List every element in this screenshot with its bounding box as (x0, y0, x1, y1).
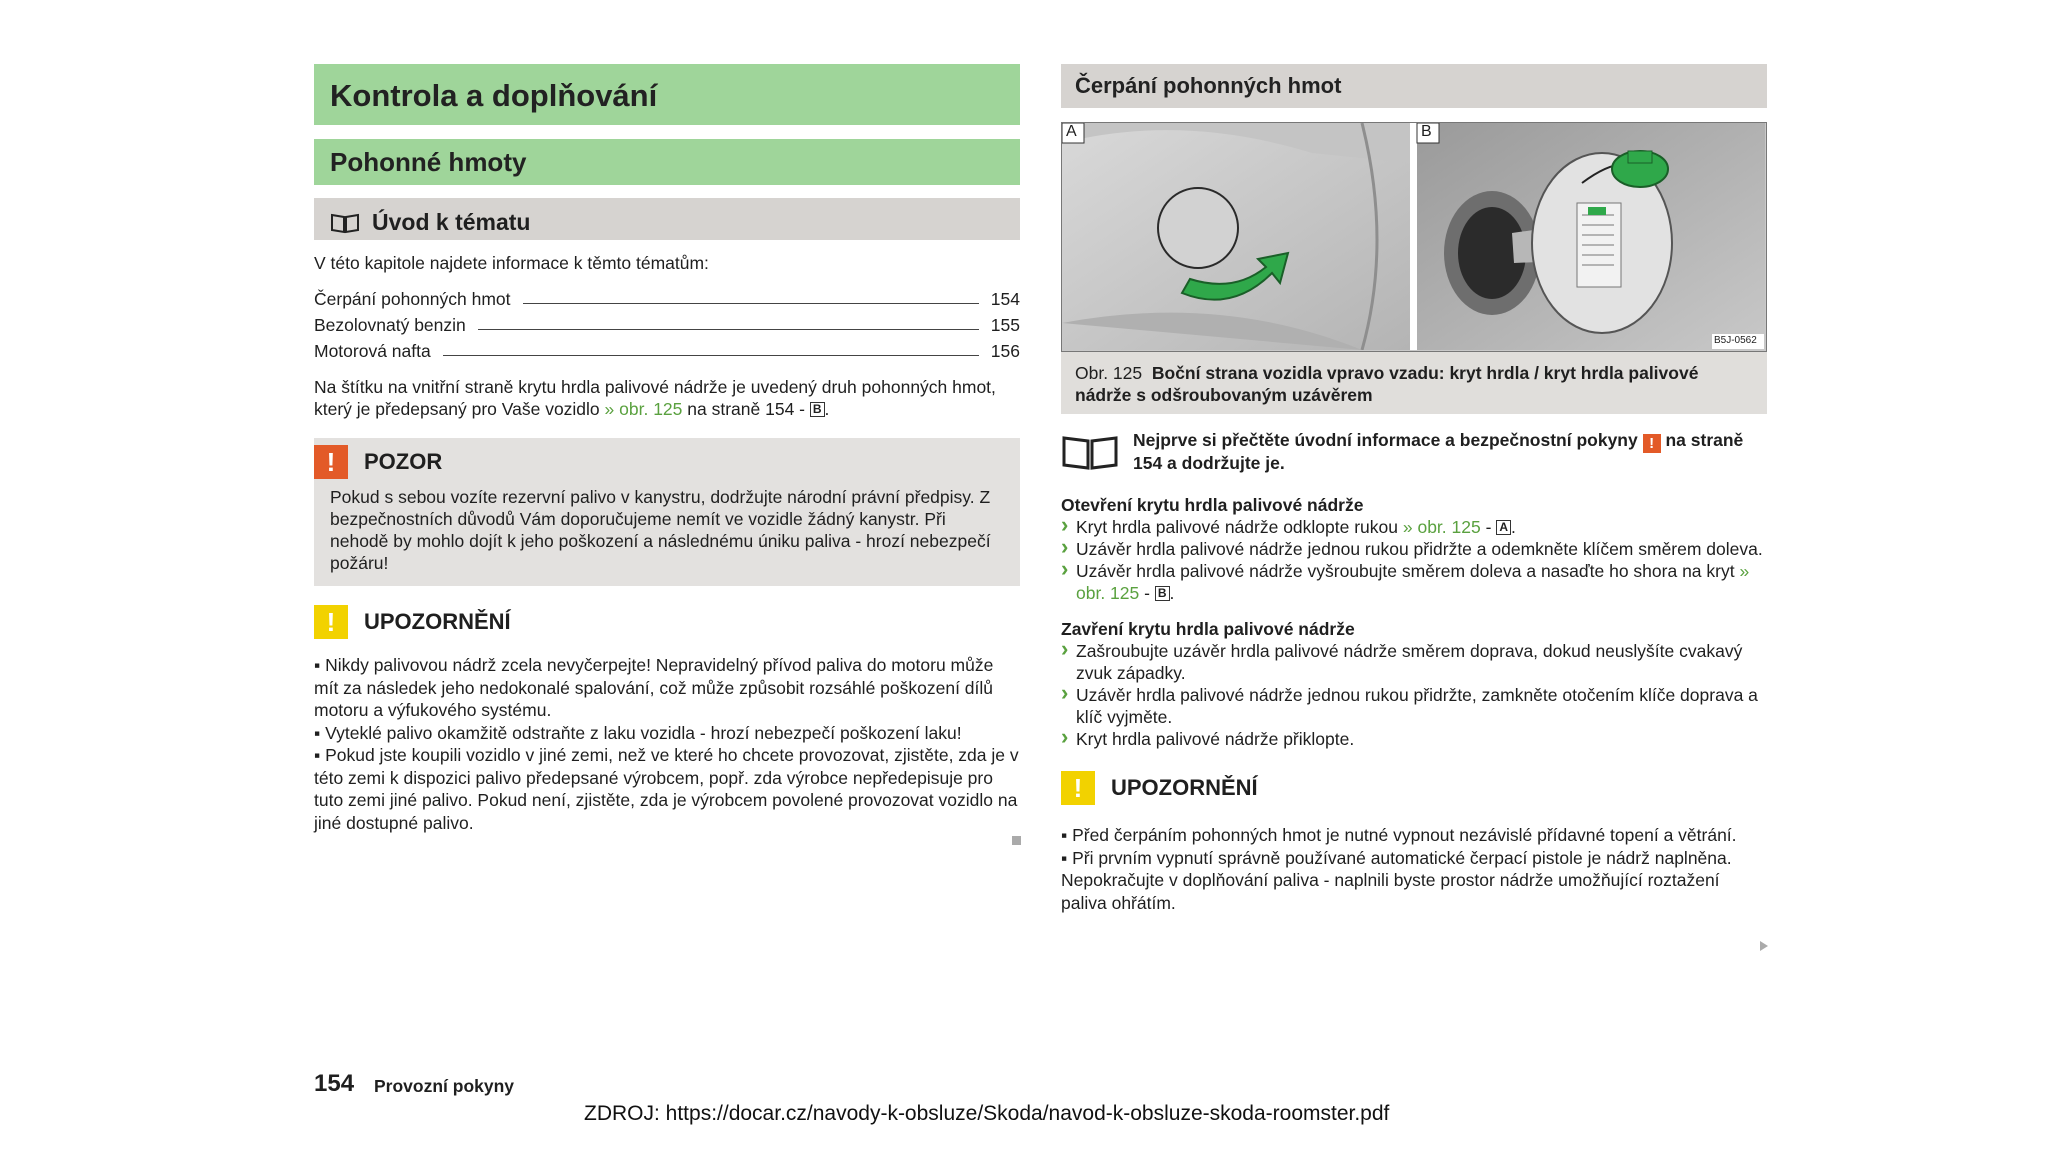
warning-icon: ! (1061, 771, 1095, 805)
caution-box (314, 438, 1020, 586)
open-step (1061, 516, 1767, 538)
figure-code: B5J-0562 (1714, 335, 1757, 346)
open-step (1061, 560, 1767, 604)
fuel-label-note (314, 376, 1020, 420)
warning-item-text: Před čerpáním pohonných hmot je nutné vypnout nezávislé přídavné topení a větrání. (1072, 825, 1737, 845)
read-first-note (1061, 430, 1767, 474)
book-icon (1061, 430, 1119, 472)
warning-item: ▪ Vyteklé palivo okamžitě odstraňte z laku vozidla - hrozí nebezpečí poškození laku! (314, 722, 962, 743)
page-number: 154 (314, 1070, 355, 1097)
intro-heading-text: Úvod k tématu (372, 209, 531, 235)
close-heading: Zavření krytu hrdla palivové nádrže (1061, 619, 1355, 639)
caution-title: POZOR (364, 449, 443, 474)
note-text: Na štítku na vnitřní straně krytu hrdla palivové nádrže je uvedený druh pohonných hmot, který je předepsaný pro Vaše vozidlo (314, 377, 996, 419)
intro-text: V této kapitole najdete informace k těmto tématům: (314, 253, 709, 273)
warning-item-text: Vyteklé palivo okamžitě odstraňte z laku vozidla - hrozí nebezpečí poškození laku! (325, 722, 962, 743)
toc-page: 156 (990, 341, 1020, 361)
warning-item: ▪ Pokud jste koupili vozidlo v jiné zemi, než ve které ho chcete provozovat, zjistěte, zda je v této zemi k dispozici palivo předepsané výrobcem, popř. zda výrobce nepředepisuje pro tuto zemi jiné palivo. Pokud není, zjistěte, zda je výrobcem povolené provozovat vozidlo na jiné dostupné palivo. (314, 745, 1019, 833)
figure-label-b: B (1421, 123, 1432, 140)
figure-tag-b: B (1155, 586, 1170, 601)
warning-icon: ! (314, 605, 348, 639)
warning-heading (314, 602, 1020, 642)
step-dash: - (1485, 517, 1492, 537)
caution-text: Pokud s sebou vozíte rezervní palivo v kanystru, dodržujte národní právní předpisy. Z bezpečnostních důvodů Vám doporučujeme nemít ve vozidle žádný kanystr. Při nehodě by mohlo dojít k jeho poškození a následnému úniku paliva - hrozí nebezpečí požáru! (330, 487, 991, 573)
exclamation-icon: ! (314, 445, 348, 479)
source-credit: ZDROJ: https://docar.cz/navody-k-obsluze/Skoda/navod-k-obsluze-skoda-roomster.pdf (584, 1102, 1390, 1125)
exclamation-icon: ! (1643, 434, 1661, 453)
warning-item: ▪ Nikdy palivovou nádrž zcela nevyčerpejte! Nepravidelný přívod paliva do motoru může mít za následek jeho nedokonalé spalování, což může způsobit rozsáhlé poškození dílů motoru a výfukového systému. (314, 655, 994, 720)
open-heading: Otevření krytu hrdla palivové nádrže (1061, 495, 1364, 515)
toc-page: 154 (990, 289, 1020, 309)
close-step: › Zašroubujte uzávěr hrdla palivové nádrže směrem doprava, dokud neuslyšíte cvakavý zvuk západky. (1061, 640, 1767, 684)
figure-link[interactable]: » obr. 125 (604, 399, 683, 419)
step-dash: - (1144, 583, 1150, 603)
step-text: Kryt hrdla palivové nádrže odklopte rukou (1076, 517, 1398, 537)
warning-item: ▪ Při prvním vypnutí správně používané automatické čerpací pistole je nádrž naplněna. Nepokračujte v doplňování paliva - naplnili byste prostor nádrže umožňující roztažení paliva ohřátím. (1061, 847, 1732, 913)
warning-title: UPOZORNĚNÍ (364, 609, 511, 634)
intro-heading (314, 198, 1020, 240)
topic-list (314, 284, 1020, 362)
warning-item: ▪ Před čerpáním pohonných hmot je nutné vypnout nezávislé přídavné topení a větrání. (1061, 825, 1737, 845)
read-first-text: Nejprve si přečtěte úvodní informace a bezpečnostní pokyny (1133, 430, 1638, 450)
toc-row[interactable] (314, 284, 1020, 310)
toc-label: Bezolovnatý benzin (314, 315, 466, 335)
warning-item-text: Nikdy palivovou nádrž zcela nevyčerpejte! Nepravidelný přívod paliva do motoru může mít za následek jeho nedokonalé spalování, což může způsobit rozsáhlé poškození dílů motoru a výfukového systému. (314, 655, 994, 720)
toc-leader (523, 303, 979, 304)
toc-row[interactable] (314, 310, 1020, 336)
close-step: › Kryt hrdla palivové nádrže přiklopte. (1061, 728, 1767, 750)
toc-leader (478, 329, 979, 330)
warning-list-right (1061, 824, 1767, 914)
toc-row[interactable] (314, 336, 1020, 362)
toc-label: Čerpání pohonných hmot (314, 289, 511, 309)
read-first-page-ref: na straně 154 a dodržujte je. (1133, 430, 1744, 473)
figure-label-a: A (1066, 123, 1077, 140)
step-text: Uzávěr hrdla palivové nádrže vyšroubujte směrem doleva a nasaďte ho shora na kryt (1076, 561, 1735, 581)
warning-list (314, 654, 1020, 834)
figure-tag-b: B (810, 402, 825, 417)
figure-125 (1061, 122, 1767, 352)
section-title-right: Čerpání pohonných hmot (1061, 64, 1767, 108)
figure-link[interactable]: » obr. 125 (1402, 517, 1481, 537)
caution-heading (314, 438, 1004, 486)
step-end: . (1510, 517, 1516, 537)
warning-item-text: Pokud jste koupili vozidlo v jiné zemi, než ve které ho chcete provozovat, zjistěte, zda je v této zemi k dispozici palivo předepsané výrobcem, popř. zda výrobce nepředepisuje pro tuto zemi jiné palivo. Pokud není, zjistěte, zda je výrobcem povolené provozovat vozidlo na jiné dostupné palivo. (314, 745, 1019, 833)
caption-number: Obr. 125 (1075, 363, 1143, 383)
caption-text: Boční strana vozidla vpravo vzadu: kryt hrdla / kryt hrdla palivové nádrže s odšroubovaným uzávěrem (1075, 363, 1699, 405)
warning-heading-right (1061, 768, 1767, 808)
warning-title: UPOZORNĚNÍ (1111, 775, 1258, 800)
warning-item-text: Při prvním vypnutí správně používané automatické čerpací pistole je nádrž naplněna. Nepokračujte v doplňování paliva - naplnili byste prostor nádrže umožňující roztažení paliva ohřátím. (1061, 847, 1732, 913)
chapter-title: Kontrola a doplňování (314, 64, 1020, 125)
toc-page: 155 (990, 315, 1020, 335)
book-icon (330, 212, 360, 234)
toc-label: Motorová nafta (314, 341, 431, 361)
end-of-section-mark (1012, 836, 1021, 845)
step-end: . (1169, 583, 1175, 603)
continue-arrow-icon (1760, 941, 1768, 951)
toc-leader (443, 355, 979, 356)
fuel-door-illustration (1062, 123, 1765, 350)
figure-tag-a: A (1496, 520, 1511, 535)
note-end: . (824, 399, 830, 419)
open-step: › Uzávěr hrdla palivové nádrže jednou rukou přidržte a odemkněte klíčem směrem doleva. (1061, 538, 1767, 560)
figure-link[interactable]: » obr. 125 (1076, 561, 1750, 603)
left-column (314, 64, 1020, 834)
close-step: › Uzávěr hrdla palivové nádrže jednou rukou přidržte, zamkněte otočením klíče doprava a klíč vyjměte. (1061, 684, 1767, 728)
page-section-name: Provozní pokyny (374, 1076, 515, 1096)
figure-caption (1061, 352, 1767, 414)
right-column (1061, 64, 1767, 914)
note-page-ref: na straně 154 - (687, 399, 805, 419)
section-title: Pohonné hmoty (314, 139, 1020, 185)
